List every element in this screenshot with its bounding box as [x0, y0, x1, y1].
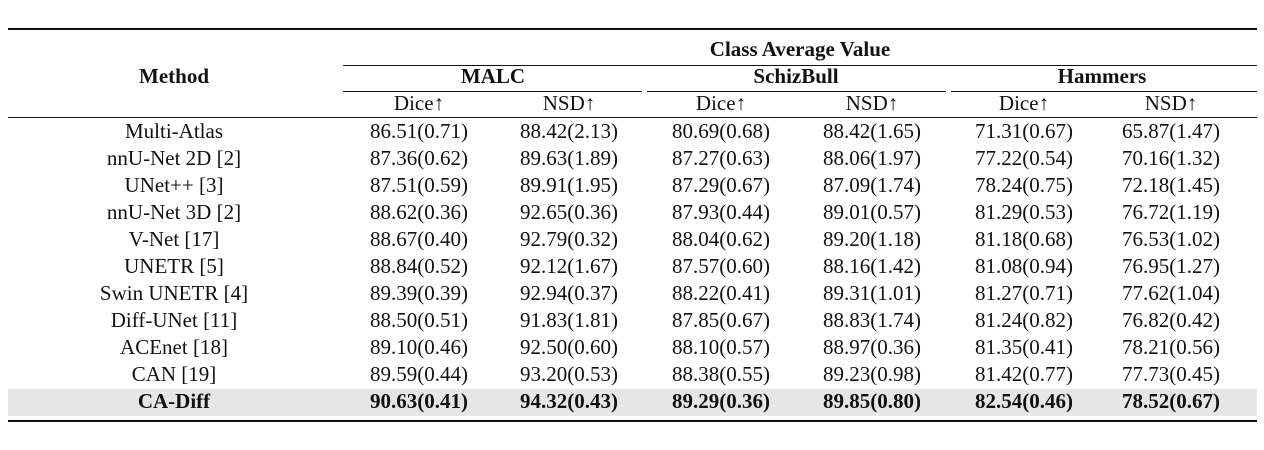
metric-header: Dice↑	[695, 91, 747, 115]
schizbull-cmidrule	[647, 91, 946, 92]
bottom-rule	[8, 420, 1257, 422]
value-cell: 92.65(0.36)	[520, 200, 618, 224]
value-cell: 88.97(0.36)	[823, 335, 921, 359]
value-cell: 87.57(0.60)	[672, 254, 770, 278]
malc-cmidrule	[343, 91, 642, 92]
metric-header: Dice↑	[998, 91, 1050, 115]
method-cell: nnU-Net 2D [2]	[106, 146, 242, 170]
value-cell: 87.93(0.44)	[672, 200, 770, 224]
value-cell: 77.22(0.54)	[975, 146, 1073, 170]
value-cell: 76.95(1.27)	[1122, 254, 1220, 278]
value-cell: 88.50(0.51)	[370, 308, 468, 332]
value-cell: 88.10(0.57)	[672, 335, 770, 359]
dataset-header-hammers: Hammers	[1057, 64, 1147, 88]
value-cell: 89.10(0.46)	[370, 335, 468, 359]
method-cell: Multi-Atlas	[125, 119, 223, 143]
value-cell: 65.87(1.47)	[1122, 119, 1220, 143]
method-cell: V-Net [17]	[128, 227, 220, 251]
value-cell: 88.16(1.42)	[823, 254, 921, 278]
value-cell: 81.18(0.68)	[975, 227, 1073, 251]
value-cell: 89.59(0.44)	[370, 362, 468, 386]
top-rule	[8, 28, 1257, 30]
value-cell: 81.08(0.94)	[975, 254, 1073, 278]
value-cell: 87.85(0.67)	[672, 308, 770, 332]
value-cell: 88.06(1.97)	[823, 146, 921, 170]
value-cell: 88.42(2.13)	[520, 119, 618, 143]
value-cell: 72.18(1.45)	[1122, 173, 1220, 197]
method-cell: nnU-Net 3D [2]	[106, 200, 242, 224]
value-cell: 92.12(1.67)	[520, 254, 618, 278]
value-cell: 89.29(0.36)	[672, 389, 770, 413]
value-cell: 76.53(1.02)	[1122, 227, 1220, 251]
value-cell: 88.42(1.65)	[823, 119, 921, 143]
value-cell: 81.24(0.82)	[975, 308, 1073, 332]
value-cell: 86.51(0.71)	[370, 119, 468, 143]
value-cell: 91.83(1.81)	[520, 308, 618, 332]
value-cell: 89.20(1.18)	[823, 227, 921, 251]
header-rule	[8, 117, 1257, 118]
method-cell: Diff-UNet [11]	[110, 308, 238, 332]
value-cell: 78.52(0.67)	[1122, 389, 1220, 413]
method-cell: UNet++ [3]	[124, 173, 224, 197]
value-cell: 89.91(1.95)	[520, 173, 618, 197]
metric-header: NSD↑	[542, 91, 596, 115]
value-cell: 82.54(0.46)	[975, 389, 1073, 413]
value-cell: 88.67(0.40)	[370, 227, 468, 251]
value-cell: 90.63(0.41)	[370, 389, 468, 413]
value-cell: 71.31(0.67)	[975, 119, 1073, 143]
value-cell: 76.82(0.42)	[1122, 308, 1220, 332]
value-cell: 88.22(0.41)	[672, 281, 770, 305]
value-cell: 94.32(0.43)	[520, 389, 618, 413]
value-cell: 87.29(0.67)	[672, 173, 770, 197]
value-cell: 76.72(1.19)	[1122, 200, 1220, 224]
value-cell: 81.29(0.53)	[975, 200, 1073, 224]
value-cell: 87.09(1.74)	[823, 173, 921, 197]
group-header: Class Average Value	[709, 37, 891, 61]
value-cell: 92.94(0.37)	[520, 281, 618, 305]
value-cell: 77.62(1.04)	[1122, 281, 1220, 305]
value-cell: 81.35(0.41)	[975, 335, 1073, 359]
value-cell: 89.23(0.98)	[823, 362, 921, 386]
value-cell: 87.27(0.63)	[672, 146, 770, 170]
value-cell: 92.50(0.60)	[520, 335, 618, 359]
metric-header: Dice↑	[393, 91, 445, 115]
method-cell: CAN [19]	[131, 362, 217, 386]
dataset-header-schizbull: SchizBull	[753, 64, 839, 88]
metric-header: NSD↑	[845, 91, 899, 115]
value-cell: 81.42(0.77)	[975, 362, 1073, 386]
value-cell: 77.73(0.45)	[1122, 362, 1220, 386]
value-cell: 89.85(0.80)	[823, 389, 921, 413]
value-cell: 92.79(0.32)	[520, 227, 618, 251]
method-cell: UNETR [5]	[124, 254, 224, 278]
method-cell: ACEnet [18]	[120, 335, 228, 359]
value-cell: 78.24(0.75)	[975, 173, 1073, 197]
value-cell: 87.36(0.62)	[370, 146, 468, 170]
value-cell: 88.84(0.52)	[370, 254, 468, 278]
value-cell: 80.69(0.68)	[672, 119, 770, 143]
value-cell: 87.51(0.59)	[370, 173, 468, 197]
method-cell: Swin UNETR [4]	[99, 281, 249, 305]
metric-header: NSD↑	[1144, 91, 1198, 115]
value-cell: 89.01(0.57)	[823, 200, 921, 224]
value-cell: 78.21(0.56)	[1122, 335, 1220, 359]
value-cell: 81.27(0.71)	[975, 281, 1073, 305]
value-cell: 89.63(1.89)	[520, 146, 618, 170]
value-cell: 89.31(1.01)	[823, 281, 921, 305]
value-cell: 89.39(0.39)	[370, 281, 468, 305]
method-cell: CA-Diff	[137, 389, 211, 413]
hammers-cmidrule	[951, 91, 1257, 92]
value-cell: 88.04(0.62)	[672, 227, 770, 251]
method-header: Method	[139, 64, 209, 88]
value-cell: 93.20(0.53)	[520, 362, 618, 386]
value-cell: 88.83(1.74)	[823, 308, 921, 332]
value-cell: 70.16(1.32)	[1122, 146, 1220, 170]
dataset-header-malc: MALC	[460, 64, 526, 88]
value-cell: 88.38(0.55)	[672, 362, 770, 386]
value-cell: 88.62(0.36)	[370, 200, 468, 224]
